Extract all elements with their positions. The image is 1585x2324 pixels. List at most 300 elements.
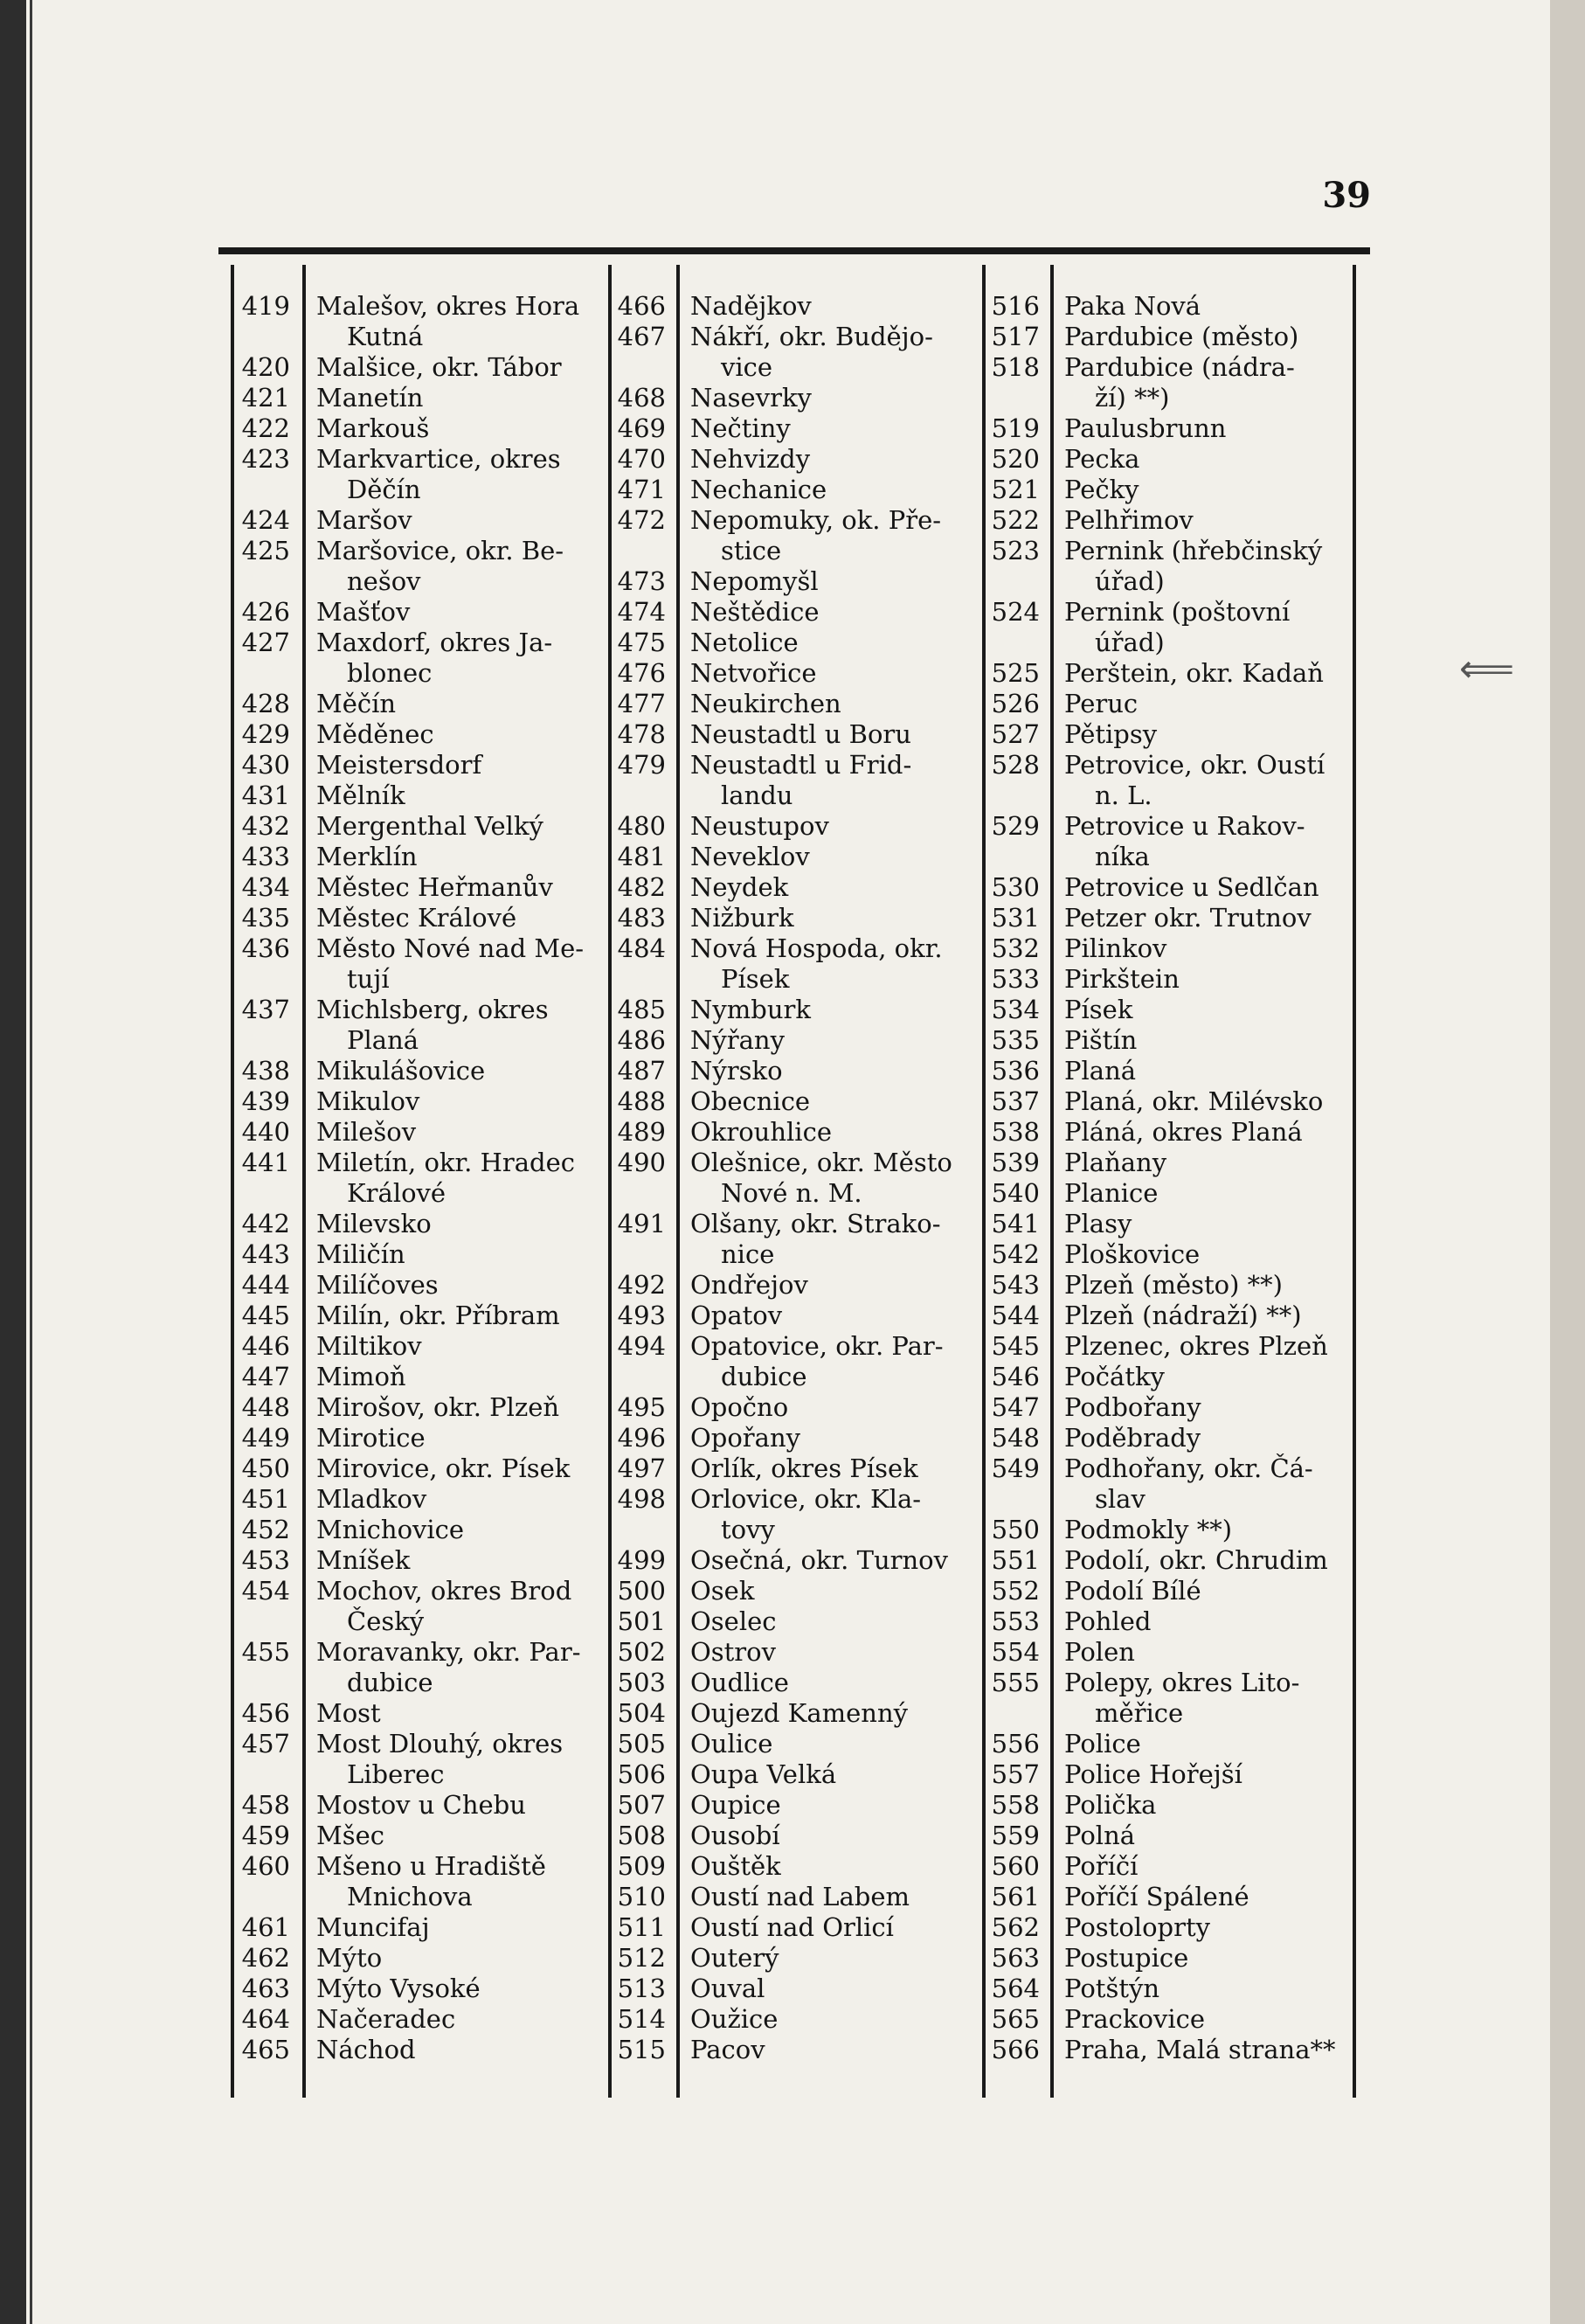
place-name: blonec (347, 658, 433, 688)
place-name: n. L. (1095, 780, 1152, 810)
index-row (986, 1576, 1353, 1606)
entry-number: 565 (991, 2004, 1040, 2034)
index-row (236, 1606, 605, 1637)
place-name: Nečtiny (690, 413, 791, 443)
place-name: Maršov (316, 505, 412, 535)
entry-number: 556 (991, 1729, 1040, 1759)
place-name: Perštein, okr. Kadaň (1064, 658, 1324, 688)
entry-number: 474 (617, 597, 666, 627)
entry-number: 524 (991, 597, 1040, 627)
index-row (236, 1301, 605, 1331)
place-name: Petrovice u Sedlčan (1064, 872, 1319, 902)
index-row (612, 383, 979, 413)
index-row (236, 1668, 605, 1698)
index-row (612, 597, 979, 628)
index-row (612, 1515, 979, 1545)
place-name: Osek (690, 1576, 755, 1606)
entry-number: 461 (241, 1912, 290, 1942)
entry-number: 496 (617, 1423, 666, 1453)
place-name: Postupice (1064, 1943, 1189, 1973)
index-row (236, 842, 605, 872)
index-row (236, 1392, 605, 1423)
place-name: Petrovice, okr. Oustí (1064, 750, 1325, 780)
place-name: Opořany (690, 1423, 801, 1453)
entry-number: 492 (617, 1270, 666, 1300)
place-name: Malešov, okres Hora (316, 291, 580, 321)
index-row (986, 842, 1353, 872)
place-name: Plasy (1064, 1209, 1132, 1238)
index-row (986, 780, 1353, 811)
place-name: Polná (1064, 1821, 1136, 1850)
place-name: Meistersdorf (316, 750, 482, 780)
index-row (986, 1148, 1353, 1178)
entry-number: 494 (617, 1331, 666, 1361)
index-row (236, 322, 605, 352)
entry-number: 438 (241, 1056, 290, 1086)
place-name: Pacov (690, 2035, 765, 2064)
top-rule (218, 247, 1370, 254)
place-name: Nepomuky, ok. Pře- (690, 505, 942, 535)
index-row (612, 964, 979, 995)
place-name: Opatovice, okr. Par- (690, 1331, 944, 1361)
index-row (236, 1056, 605, 1086)
place-name: Paulusbrunn (1064, 413, 1227, 443)
index-row (612, 1270, 979, 1301)
place-name: Prackovice (1064, 2004, 1206, 2034)
entry-number: 479 (617, 750, 666, 780)
entry-number: 433 (241, 842, 290, 871)
entry-number: 498 (617, 1484, 666, 1514)
place-name: Mělník (316, 780, 405, 810)
index-row (986, 1301, 1353, 1331)
entry-number: 561 (991, 1882, 1040, 1911)
entry-number: 519 (991, 413, 1040, 443)
index-row (986, 658, 1353, 689)
index-row (986, 444, 1353, 475)
entry-number: 553 (991, 1606, 1040, 1636)
index-row (612, 1392, 979, 1423)
entry-number: 462 (241, 1943, 290, 1973)
index-row (986, 475, 1353, 505)
place-name: Městec Králové (316, 903, 517, 933)
entry-number: 463 (241, 1974, 290, 2003)
index-row (236, 1576, 605, 1606)
place-name: Markvartice, okres (316, 444, 561, 474)
index-row (236, 505, 605, 536)
index-row (236, 1362, 605, 1392)
place-name: Opatov (690, 1301, 783, 1330)
place-name: Nové n. M. (721, 1178, 862, 1208)
entry-number: 566 (991, 2035, 1040, 2064)
index-row (612, 719, 979, 750)
column-rule (1353, 265, 1356, 2098)
index-row (236, 597, 605, 628)
entry-number: 554 (991, 1637, 1040, 1667)
index-row (986, 1821, 1353, 1851)
binding-line (30, 0, 32, 2324)
index-row (612, 475, 979, 505)
place-name: Mšeno u Hradiště (316, 1851, 546, 1881)
place-name: Poříčí (1064, 1851, 1139, 1881)
place-name: Nadějkov (690, 291, 812, 321)
index-row (612, 689, 979, 719)
entry-number (612, 536, 666, 566)
entry-number: 504 (617, 1698, 666, 1728)
entry-number: 558 (991, 1790, 1040, 1820)
index-row (236, 872, 605, 903)
place-name: Mochov, okres Brod (316, 1576, 572, 1606)
entry-number: 480 (617, 811, 666, 841)
index-row (236, 1698, 605, 1729)
entry-number: 442 (241, 1209, 290, 1238)
entry-number: 454 (241, 1576, 290, 1606)
place-name: Miltikov (316, 1331, 422, 1361)
index-row (612, 1178, 979, 1209)
column-3 (986, 291, 1353, 2065)
index-row (986, 689, 1353, 719)
entry-number: 441 (241, 1148, 290, 1177)
entry-number (986, 383, 1040, 413)
place-name: Nýřany (690, 1025, 785, 1055)
place-name: Ondřejov (690, 1270, 808, 1300)
entry-number: 506 (617, 1759, 666, 1789)
index-row (612, 1209, 979, 1239)
index-row (986, 903, 1353, 933)
index-row (986, 352, 1353, 383)
place-name: Měčín (316, 689, 397, 718)
place-name: Pištín (1064, 1025, 1138, 1055)
entry-number: 557 (991, 1759, 1040, 1789)
index-row (236, 1882, 605, 1912)
column-rule (231, 265, 234, 2098)
place-name: dubice (721, 1362, 807, 1391)
entry-number: 510 (617, 1882, 666, 1911)
index-row (612, 1117, 979, 1148)
place-name: Podhořany, okr. Čá- (1064, 1453, 1313, 1483)
index-row (236, 2004, 605, 2035)
index-row (612, 1086, 979, 1117)
entry-number: 513 (617, 1974, 666, 2003)
index-row (612, 1943, 979, 1974)
entry-number: 457 (241, 1729, 290, 1759)
place-name: Plzeň (město) **) (1064, 1270, 1283, 1300)
place-name: Outerý (690, 1943, 779, 1973)
index-row (986, 1392, 1353, 1423)
entry-number: 444 (241, 1270, 290, 1300)
index-row (986, 872, 1353, 903)
index-row (236, 1484, 605, 1515)
place-name: Obecnice (690, 1086, 811, 1116)
entry-number: 434 (241, 872, 290, 902)
index-row (986, 1086, 1353, 1117)
place-name: Mostov u Chebu (316, 1790, 526, 1820)
place-name: Pohled (1064, 1606, 1152, 1636)
entry-number: 437 (241, 995, 290, 1024)
entry-number: 472 (617, 505, 666, 535)
index-row (236, 719, 605, 750)
entry-number: 488 (617, 1086, 666, 1116)
entry-number: 531 (991, 903, 1040, 933)
place-name: Ousobí (690, 1821, 780, 1850)
index-row (986, 413, 1353, 444)
entry-number: 430 (241, 750, 290, 780)
entry-number (236, 322, 290, 352)
index-row (986, 1362, 1353, 1392)
index-row (986, 1606, 1353, 1637)
index-row (986, 2004, 1353, 2035)
entry-number: 436 (241, 933, 290, 963)
entry-number: 470 (617, 444, 666, 474)
index-row (236, 811, 605, 842)
place-name: Mnichova (347, 1882, 473, 1911)
index-row (612, 1729, 979, 1759)
index-row (236, 1423, 605, 1453)
entry-number: 475 (617, 628, 666, 657)
entry-number (612, 1515, 666, 1545)
index-row (236, 536, 605, 566)
entry-number: 511 (617, 1912, 666, 1942)
place-name: dubice (347, 1668, 433, 1697)
entry-number: 443 (241, 1239, 290, 1269)
place-name: Mirovice, okr. Písek (316, 1453, 571, 1483)
entry-number: 499 (617, 1545, 666, 1575)
place-name: Mýto (316, 1943, 383, 1973)
entry-number: 432 (241, 811, 290, 841)
entry-number (236, 1606, 290, 1637)
place-name: tovy (721, 1515, 775, 1544)
entry-number: 502 (617, 1637, 666, 1667)
index-row (986, 1545, 1353, 1576)
place-name: Orlík, okres Písek (690, 1453, 918, 1483)
entry-number: 421 (241, 383, 290, 413)
index-row (612, 1637, 979, 1668)
index-row (986, 1637, 1353, 1668)
entry-number: 528 (991, 750, 1040, 780)
place-name: Plzenec, okres Plzeň (1064, 1331, 1328, 1361)
place-name: Polepy, okres Lito- (1064, 1668, 1300, 1697)
index-row (612, 1056, 979, 1086)
entry-number: 552 (991, 1576, 1040, 1606)
place-name: Mnichovice (316, 1515, 465, 1544)
place-name: Neustadtl u Boru (690, 719, 911, 749)
entry-number: 420 (241, 352, 290, 382)
index-row (236, 566, 605, 597)
index-row (236, 1974, 605, 2004)
entry-number: 422 (241, 413, 290, 443)
place-name: Milešov (316, 1117, 417, 1147)
entry-number (986, 566, 1040, 597)
index-row (986, 2035, 1353, 2065)
index-row (986, 1698, 1353, 1729)
place-name: Neustadtl u Frid- (690, 750, 912, 780)
index-row (236, 1943, 605, 1974)
entry-number: 428 (241, 689, 290, 718)
entry-number (236, 964, 290, 995)
index-row (612, 872, 979, 903)
place-name: Počátky (1064, 1362, 1165, 1391)
index-row (236, 628, 605, 658)
place-name: Opočno (690, 1392, 789, 1422)
entry-number: 468 (617, 383, 666, 413)
entry-number: 549 (991, 1453, 1040, 1483)
place-name: Orlovice, okr. Kla- (690, 1484, 922, 1514)
place-name: Potštýn (1064, 1974, 1160, 2003)
place-name: Nová Hospoda, okr. (690, 933, 943, 963)
place-name: tují (347, 964, 390, 994)
index-row (986, 964, 1353, 995)
place-name: Oužice (690, 2004, 779, 2034)
place-name: Oupice (690, 1790, 781, 1820)
index-row (986, 1790, 1353, 1821)
index-row (612, 322, 979, 352)
place-name: Nechanice (690, 475, 827, 504)
place-name: Nýrsko (690, 1056, 783, 1086)
entry-number: 535 (991, 1025, 1040, 1055)
index-row (986, 505, 1353, 536)
index-row (612, 1148, 979, 1178)
entry-number (236, 475, 290, 505)
place-name: Planá (347, 1025, 419, 1055)
place-name: Praha, Malá strana** (1064, 2035, 1336, 2064)
entry-number: 526 (991, 689, 1040, 718)
place-name: Okrouhlice (690, 1117, 832, 1147)
index-row (986, 1943, 1353, 1974)
place-name: vice (721, 352, 773, 382)
entry-number: 424 (241, 505, 290, 535)
place-name: měřice (1095, 1698, 1184, 1728)
entry-number (986, 842, 1040, 872)
entry-number (612, 352, 666, 383)
place-name: Ouval (690, 1974, 765, 2003)
place-name: Mikulášovice (316, 1056, 486, 1086)
index-row (612, 1453, 979, 1484)
place-name: Nepomyšl (690, 566, 819, 596)
place-name: landu (721, 780, 793, 810)
place-name: Oujezd Kamenný (690, 1698, 909, 1728)
index-row (236, 658, 605, 689)
entry-number: 431 (241, 780, 290, 810)
entry-number: 452 (241, 1515, 290, 1544)
entry-number: 539 (991, 1148, 1040, 1177)
index-row (986, 1515, 1353, 1545)
place-name: Písek (721, 964, 790, 994)
place-name: Mergenthal Velký (316, 811, 543, 841)
entry-number: 523 (991, 536, 1040, 565)
entry-number: 533 (991, 964, 1040, 994)
index-row (236, 689, 605, 719)
entry-number: 481 (617, 842, 666, 871)
place-name: Mašťov (316, 597, 411, 627)
place-name: Olešnice, okr. Město (690, 1148, 952, 1177)
entry-number: 456 (241, 1698, 290, 1728)
place-name: níka (1095, 842, 1150, 871)
entry-number: 469 (617, 413, 666, 443)
entry-number: 459 (241, 1821, 290, 1850)
index-row (236, 1117, 605, 1148)
entry-number: 497 (617, 1453, 666, 1483)
entry-number: 508 (617, 1821, 666, 1850)
entry-number: 491 (617, 1209, 666, 1238)
entry-number (236, 1178, 290, 1209)
place-name: Poděbrady (1064, 1423, 1201, 1453)
place-name: Ouštěk (690, 1851, 781, 1881)
index-row (236, 1851, 605, 1882)
entry-number: 527 (991, 719, 1040, 749)
place-name: nice (721, 1239, 775, 1269)
place-name: úřad) (1095, 628, 1165, 657)
place-name: Moravanky, okr. Par- (316, 1637, 581, 1667)
index-row (236, 1515, 605, 1545)
place-name: Podolí, okr. Chrudim (1064, 1545, 1328, 1575)
entry-number: 550 (991, 1515, 1040, 1544)
entry-number: 435 (241, 903, 290, 933)
entry-number: 530 (991, 872, 1040, 902)
place-name: Načeradec (316, 2004, 456, 2034)
place-name: Pláná, okres Planá (1064, 1117, 1303, 1147)
place-name: Plaňany (1064, 1148, 1167, 1177)
index-row (986, 1668, 1353, 1698)
place-name: Olšany, okr. Strako- (690, 1209, 941, 1238)
place-name: Oupa Velká (690, 1759, 837, 1789)
index-row (986, 1453, 1353, 1484)
index-row (612, 505, 979, 536)
pencil-arrow-icon: ⟸ (1459, 647, 1515, 691)
entry-number: 450 (241, 1453, 290, 1483)
place-name: Merklín (316, 842, 418, 871)
place-name: Neveklov (690, 842, 810, 871)
entry-number: 490 (617, 1148, 666, 1177)
entry-number (986, 1484, 1040, 1515)
index-row (236, 964, 605, 995)
place-name: Nákří, okr. Budějo- (690, 322, 933, 351)
index-row (236, 1759, 605, 1790)
place-name: Mšec (316, 1821, 384, 1850)
entry-number (236, 1025, 290, 1056)
place-name: Oustí nad Labem (690, 1882, 910, 1911)
index-row (612, 1362, 979, 1392)
entry-number: 451 (241, 1484, 290, 1514)
entry-number: 518 (991, 352, 1040, 382)
index-row (612, 291, 979, 322)
entry-number: 439 (241, 1086, 290, 1116)
index-row (986, 1882, 1353, 1912)
place-name: Peruc (1064, 689, 1139, 718)
entry-number: 447 (241, 1362, 290, 1391)
index-row (986, 1025, 1353, 1056)
index-row (236, 933, 605, 964)
column-1 (236, 291, 605, 2065)
place-name: Nasevrky (690, 383, 812, 413)
index-row (986, 750, 1353, 780)
index-row (986, 383, 1353, 413)
entry-number: 460 (241, 1851, 290, 1881)
entry-number: 525 (991, 658, 1040, 688)
entry-number: 478 (617, 719, 666, 749)
place-name: Nehvizdy (690, 444, 811, 474)
index-row (986, 1759, 1353, 1790)
index-row (612, 628, 979, 658)
entry-number (236, 1882, 290, 1912)
place-name: Netvořice (690, 658, 817, 688)
index-row (612, 1545, 979, 1576)
index-row (986, 1178, 1353, 1209)
index-row (612, 933, 979, 964)
place-name: Ostrov (690, 1637, 777, 1667)
place-name: Planá, okr. Milévsko (1064, 1086, 1324, 1116)
index-row (612, 1668, 979, 1698)
place-name: Město Nové nad Me- (316, 933, 585, 963)
entry-number (612, 1362, 666, 1392)
